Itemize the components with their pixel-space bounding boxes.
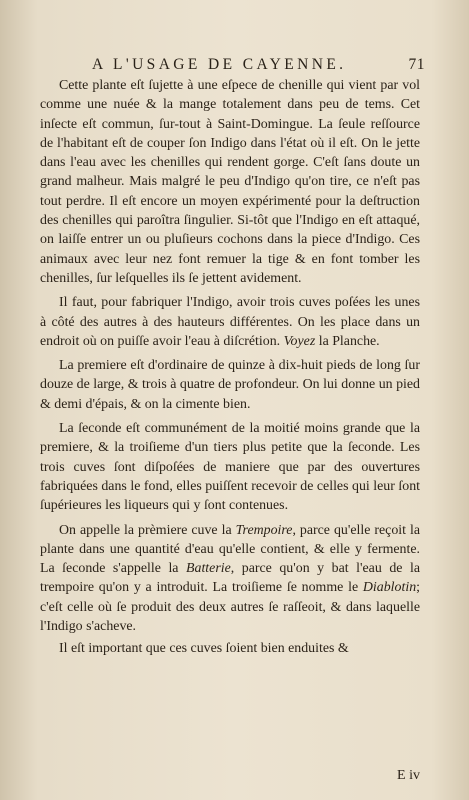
paragraph-text: la Planche.: [315, 333, 380, 349]
page-footer: [0, 768, 469, 788]
italic-term-trempoire: Trempoire: [235, 522, 293, 538]
running-head: A L'USAGE DE CAYENNE.: [92, 56, 347, 73]
paragraph-text: Il eſt important que ces cuves ſoient bien enduites &: [59, 641, 349, 657]
paragraph: [40, 76, 420, 288]
paragraph: [40, 521, 420, 637]
italic-term-batterie: Batterie: [186, 561, 231, 577]
italic-term-diablotin: Diablotin: [362, 580, 417, 596]
italic-reference: Voyez: [283, 333, 316, 349]
paragraph-text: La premiere eſt d'ordinaire de quinze à dix-huit pieds de long ſur douze de large, & trois à quatre de profondeur. On lui donne un pied & demi d'épais, & on la cimente bien.: [40, 358, 420, 412]
body-text: [40, 76, 420, 664]
paragraph: [40, 419, 420, 515]
signature-mark: E iv: [397, 768, 420, 783]
paragraph: [40, 356, 420, 414]
paragraph-text: ; c'eſt celle où ſe produit des deux autres ſe raſſeoit, & dans laquelle l'Indigo s'acheve.: [40, 580, 420, 635]
paragraph: [40, 639, 420, 658]
page-number: 71: [408, 56, 425, 73]
paragraph-text: , parce qu'elle reçoit la plante dans une quantité d'eau qu'elle contient, & elle y fermente. La ſeconde s'appelle la: [40, 522, 420, 577]
paragraph-text: Cette plante eſt ſujette à une eſpece de chenille qui vient par vol comme une nuée & la mange totalement dans peu de tems. Cet inſecte eſt commun, ſur-tout à Saint-Domingue. La ſeule reſſource de l'habitant eſt de couper ſon Indigo dans l'état où il eſt. On le jette dans l'eau avec les chenilles qui rendent gorge. C'eſt ſans doute un grand malheur. Mais malgré le peu d'Indigo qu'on tire, ce n'eſt pas tout perdre. Il eſt encore un moyen expérimenté pour la deſtruction des chenilles qui paroîtra ſingulier. Si-tôt que l'Indigo en eſt attaqué, on laiſſe entrer un ou pluſieurs cochons dans la piece d'Indigo. Ces animaux avec leur nez font remuer la tige & en font tomber les chenilles, ſur leſquelles ils ſe jettent avidement.: [40, 78, 420, 286]
paragraph-text: Il faut, pour fabriquer l'Indigo, avoir trois cuves poſées les unes à côté des autres à des hauteurs différentes. On les place dans un endroit où on puiſſe avoir l'eau à diſcrétion.: [40, 295, 420, 349]
page-header: [40, 56, 425, 76]
paragraph: [40, 293, 420, 351]
paragraph-text: , parce qu'on y bat l'eau de la trempoire qu'on y a introduit. La troiſieme ſe nomme le: [40, 561, 420, 596]
paragraph-text: La ſeconde eſt communément de la moitié moins grande que la premiere, & la troiſieme d'un tiers plus petite que la ſeconde. Les trois cuves ſont diſpoſées de maniere que par des ouvertures fabriquées dans le fond, elles puiſſent recevoir de celles qui leur ſont ſupérieures les liqueurs qui y ſont contenues.: [40, 421, 420, 514]
paragraph-text: On appelle la prèmiere cuve la: [59, 522, 236, 538]
